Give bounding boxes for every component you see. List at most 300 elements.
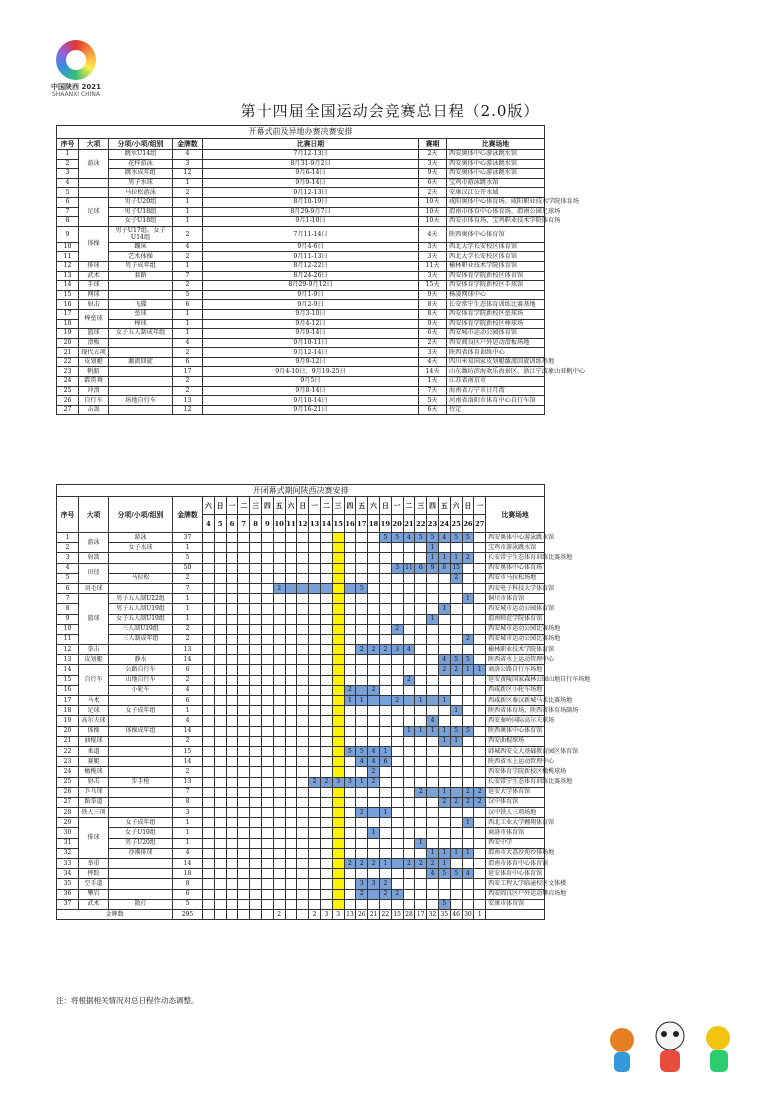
schedule-cell [226,583,238,593]
schedule-cell [368,573,380,583]
gold-count: 1 [173,309,203,319]
schedule-cell [474,736,486,746]
event: 激流回旋 [109,357,173,367]
schedule-cell: 2 [438,797,450,807]
date-label: 23 [427,515,439,533]
schedule-cell: 6 [379,757,391,767]
schedule-cell [297,645,309,655]
schedule-cell [356,838,368,848]
schedule-cell [415,746,427,756]
schedule-cell [438,675,450,685]
schedule-cell [285,767,297,777]
schedule-cell [285,859,297,869]
venue: 四川米易国家皮划艇激流回旋训练基地 [447,357,545,367]
schedule-cell [320,706,332,716]
schedule-cell [273,696,285,706]
dates: 9月4-10日、9月19-25日 [203,367,419,377]
venue: 海南省万宁市日月湾 [447,386,545,396]
schedule-cell [250,594,262,604]
gold-count: 13 [173,396,203,406]
table-row [57,848,545,858]
column-header: 比赛场地 [447,139,545,150]
date-label: 22 [415,515,427,533]
schedule-cell [203,808,215,818]
schedule-cell [320,848,332,858]
duration: 6天 [419,329,447,339]
schedule-cell [238,685,250,695]
schedule-cell [309,746,321,756]
date-label: 8 [250,515,262,533]
schedule-cell [203,614,215,624]
schedule-cell [462,746,474,756]
schedule-cell [450,634,462,644]
schedule-cell [356,726,368,736]
schedule-cell [391,787,403,797]
schedule-cell [309,533,321,543]
schedule-cell [273,553,285,563]
schedule-cell [320,604,332,614]
schedule-cell [309,787,321,797]
schedule-cell [368,614,380,624]
schedule-cell [391,543,403,553]
daily-total: 3 [332,909,344,919]
schedule-cell [474,706,486,716]
venue: 陕西省水上运动管理中心 [486,655,545,665]
schedule-cell [391,808,403,818]
schedule-cell [462,859,474,869]
schedule-cell [285,889,297,899]
sport: 武术 [79,271,109,281]
sport [79,178,109,188]
schedule-cell [273,736,285,746]
schedule-cell [214,757,226,767]
schedule-cell [285,563,297,573]
schedule-cell [261,726,273,736]
schedule-cell [309,757,321,767]
sport: 武术 [79,899,109,909]
sport: 赛艇 [79,757,109,767]
schedule-cell [368,797,380,807]
row-number: 19 [57,716,79,726]
row-number: 21 [57,736,79,746]
schedule-cell [203,787,215,797]
gold-count: 1 [173,706,203,716]
schedule-cell [250,573,262,583]
schedule-cell [391,818,403,828]
sport: 篮球 [79,329,109,339]
schedule-cell [320,573,332,583]
games-logo [48,40,104,102]
venue: 铜川市体育馆 [486,594,545,604]
schedule-cell [403,757,415,767]
schedule-cell [297,848,309,858]
venue: 渭南师范学院体育馆 [486,614,545,624]
schedule-cell: 2 [368,645,380,655]
schedule-cell [297,573,309,583]
schedule-cell [214,665,226,675]
venue: 西安秦岭国际高尔夫球场 [486,716,545,726]
schedule-cell [297,838,309,848]
schedule-cell [226,869,238,879]
venue: 西北大学长安校区体育馆 [447,242,545,252]
schedule-cell [261,604,273,614]
schedule-cell [250,869,262,879]
schedule-cell [203,583,215,593]
column-header: 赛期 [419,139,447,150]
table-row [57,226,545,242]
schedule-cell [415,624,427,634]
schedule-cell [250,889,262,899]
schedule-cell [415,583,427,593]
dates: 9月9-14日 [203,178,419,188]
duration: 4天 [419,357,447,367]
schedule-cell [285,696,297,706]
schedule-cell [297,757,309,767]
date-label: 10 [273,515,285,533]
schedule-cell [462,624,474,634]
schedule-cell [309,604,321,614]
schedule-cell [344,797,356,807]
schedule-cell [297,614,309,624]
schedule-cell [450,889,462,899]
column-header: 比赛日期 [203,139,419,150]
venue: 延安黄陵国家森林公园山地自行车场地 [486,675,545,685]
schedule-cell [309,838,321,848]
schedule-cell [238,573,250,583]
schedule-cell [438,685,450,695]
table-row [57,675,545,685]
daily-total: 15 [391,909,403,919]
schedule-cell [415,757,427,767]
schedule-cell [462,757,474,767]
schedule-cell [450,543,462,553]
venue: 西安阎良区户外运动滑板场地 [447,338,545,348]
schedule-cell [427,889,439,899]
schedule-cell [203,553,215,563]
schedule-cell [226,594,238,604]
weekday-label: 五 [438,497,450,515]
schedule-cell: 2 [368,767,380,777]
schedule-cell [356,594,368,604]
schedule-cell [356,797,368,807]
weekday-label: 六 [450,497,462,515]
dates: 9月8-14日 [203,386,419,396]
schedule-cell [427,899,439,909]
row-number: 33 [57,859,79,869]
sport: 摔跤 [79,869,109,879]
schedule-cell [356,533,368,543]
schedule-cell [214,614,226,624]
gold-count: 37 [173,533,203,543]
schedule-cell [474,685,486,695]
date-label: 17 [356,515,368,533]
event: 男子成年组 [109,261,173,271]
event: 跳水成年组 [109,169,173,179]
schedule-cell [285,604,297,614]
schedule-cell [415,899,427,909]
schedule-cell: 1 [450,736,462,746]
schedule-cell: 2 [379,889,391,899]
schedule-cell [309,818,321,828]
table-row [57,377,545,387]
schedule-cell: 5 [450,869,462,879]
schedule-cell [379,583,391,593]
schedule-cell [427,583,439,593]
schedule-cell [368,848,380,858]
table-row [57,169,545,179]
sport: 体操 [79,226,109,261]
schedule-cell [238,655,250,665]
schedule-cell [474,645,486,655]
gold-count: 2 [173,624,203,634]
schedule-cell [285,838,297,848]
schedule-cell [238,818,250,828]
schedule-cell: 2 [462,787,474,797]
schedule-cell [379,706,391,716]
gold-count: 14 [173,757,203,767]
schedule-cell [203,869,215,879]
schedule-cell [415,777,427,787]
schedule-cell [261,706,273,716]
sport: 射箭 [79,553,109,563]
schedule-cell [462,767,474,777]
schedule-cell: 9 [427,563,439,573]
table-row [57,290,545,300]
schedule-cell [261,685,273,695]
schedule-cell [214,543,226,553]
schedule-cell [344,614,356,624]
sport: 羽毛球 [79,583,109,593]
schedule-cell [203,675,215,685]
schedule-cell: 2 [356,808,368,818]
venue: 安康汉江公开水域 [447,188,545,198]
schedule-cell [320,563,332,573]
sport: 皮划艇 [79,655,109,665]
schedule-cell [214,675,226,685]
schedule-cell [273,594,285,604]
schedule-cell [250,818,262,828]
dates: 8月29-9月12日 [203,281,419,291]
schedule-cell [427,808,439,818]
schedule-cell: 3 [332,777,344,787]
row-number: 14 [57,665,79,675]
schedule-cell [297,594,309,604]
row-number: 12 [57,261,79,271]
schedule-cell [403,808,415,818]
sport: 高尔夫球 [79,716,109,726]
weekday-label: 日 [214,497,226,515]
sport: 击剑 [79,405,109,415]
schedule-cell [238,869,250,879]
schedule-cell [285,655,297,665]
schedule-cell [238,614,250,624]
schedule-cell [238,808,250,818]
event: 飞碟 [109,300,173,310]
schedule-cell [427,797,439,807]
date-label: 20 [391,515,403,533]
schedule-cell: 1 [379,808,391,818]
table-row [57,777,545,787]
schedule-cell [214,736,226,746]
row-number: 11 [57,634,79,644]
table-row [57,197,545,207]
schedule-cell [214,563,226,573]
schedule-cell [238,594,250,604]
schedule-cell [474,696,486,706]
schedule-cell [320,797,332,807]
schedule-cell [285,675,297,685]
schedule-cell [261,675,273,685]
schedule-cell [332,859,344,869]
schedule-cell [356,787,368,797]
schedule-cell [450,879,462,889]
event [109,869,173,879]
event [109,386,173,396]
schedule-cell [309,696,321,706]
row-number: 18 [57,319,79,329]
schedule-cell [450,818,462,828]
daily-total: 2 [309,909,321,919]
row-number: 16 [57,300,79,310]
schedule-cell [261,553,273,563]
duration: 10天 [419,217,447,227]
table-row [57,859,545,869]
schedule-cell: 4 [368,746,380,756]
schedule-cell [297,533,309,543]
schedule-cell [415,685,427,695]
event [109,367,173,377]
schedule-cell: 4 [438,655,450,665]
sport: 帆船 [79,367,109,377]
venue: 西咸新区秦汉新城马术比赛场地 [486,696,545,706]
event: 男子U20组 [109,838,173,848]
schedule-cell [297,685,309,695]
schedule-cell [320,553,332,563]
schedule-cell: 1 [438,553,450,563]
row-number: 6 [57,583,79,593]
schedule-cell [285,614,297,624]
weekday-label: 日 [379,497,391,515]
dates: 8月12-22日 [203,261,419,271]
duration: 9天 [419,169,447,179]
row-number: 15 [57,675,79,685]
event: 男子水球 [109,178,173,188]
schedule-cell [415,543,427,553]
table-row [57,767,545,777]
schedule-cell [379,818,391,828]
schedule-cell [379,594,391,604]
schedule-cell [261,645,273,655]
schedule-cell [332,889,344,899]
schedule-cell: 3 [368,879,380,889]
schedule-cell: 2 [474,797,486,807]
sport: 柔道 [79,746,109,756]
duration: 3天 [419,252,447,262]
column-header: 比赛场地 [486,497,545,533]
schedule-cell [368,869,380,879]
weekday-label: 二 [320,497,332,515]
schedule-cell [474,614,486,624]
schedule-cell [250,828,262,838]
schedule-cell [285,533,297,543]
schedule-cell [403,716,415,726]
schedule-cell [368,808,380,818]
schedule-cell [285,757,297,767]
schedule-cell: 1 [356,696,368,706]
schedule-cell [261,848,273,858]
schedule-cell [285,624,297,634]
totals-row [57,909,545,919]
schedule-cell [285,787,297,797]
row-number: 22 [57,357,79,367]
gold-count: 1 [173,604,203,614]
schedule-cell [403,767,415,777]
gold-count: 4 [173,685,203,695]
dates: 9月4-12日 [203,319,419,329]
table-row [57,624,545,634]
schedule-cell [474,889,486,899]
logo-subtext: SHAANXI CHINA [51,91,101,98]
schedule-cell: 2 [403,859,415,869]
table-row [57,563,545,573]
schedule-cell [285,746,297,756]
event: 花样游泳 [109,159,173,169]
schedule-cell [261,594,273,604]
dates: 7月12-13日 [203,150,419,160]
schedule-cell [427,675,439,685]
schedule-cell [379,675,391,685]
schedule-cell [250,757,262,767]
schedule-cell [285,736,297,746]
schedule-cell: 1 [438,604,450,614]
schedule-cell [238,899,250,909]
table-row [57,838,545,848]
gold-count: 5 [173,899,203,909]
schedule-cell [297,624,309,634]
schedule-cell [273,757,285,767]
schedule-cell [250,553,262,563]
table-row [57,899,545,909]
gold-count: 1 [173,818,203,828]
schedule-cell [474,838,486,848]
schedule-cell [344,624,356,634]
dates: 9月3-10日 [203,309,419,319]
event: 三人制U19组 [109,624,173,634]
schedule-cell: 3 [344,777,356,787]
schedule-cell: 5 [356,746,368,756]
schedule-cell [309,879,321,889]
schedule-cell [462,583,474,593]
venue: 长安常宁生态体育训练比赛基地 [486,553,545,563]
schedule-cell [203,563,215,573]
schedule-cell [474,726,486,736]
venue: 西安城市运动公园比赛场地 [486,634,545,644]
schedule-cell [379,665,391,675]
schedule-cell [474,767,486,777]
schedule-cell [332,899,344,909]
schedule-cell: 2 [474,787,486,797]
schedule-cell [462,543,474,553]
schedule-cell [261,665,273,675]
schedule-cell [226,604,238,614]
schedule-cell [438,706,450,716]
table-row [57,614,545,624]
venue: 西安城市运动公园体育馆 [447,329,545,339]
table-row [57,396,545,406]
gold-count: 2 [173,377,203,387]
schedule-cell [261,583,273,593]
schedule-cell [309,716,321,726]
